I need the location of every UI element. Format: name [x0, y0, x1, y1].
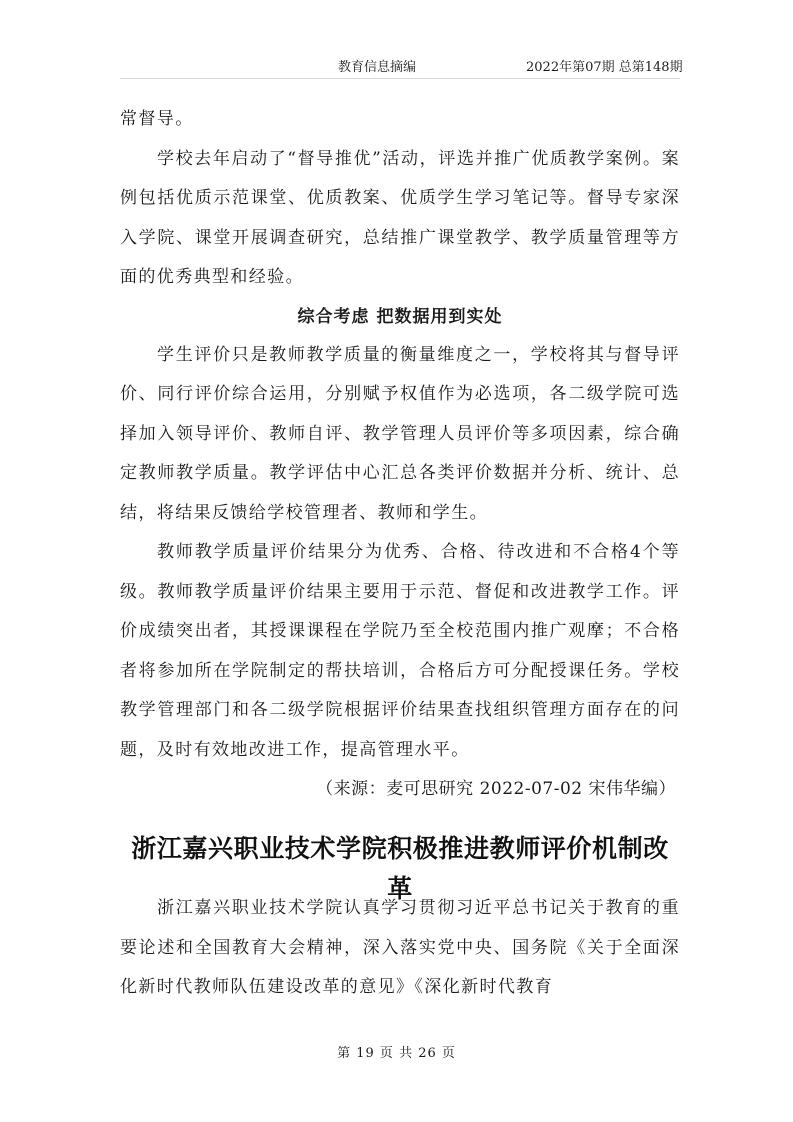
- continuation-text: 常督导。: [120, 109, 194, 129]
- article-title: 浙江嘉兴职业技术学院积极推进教师评价机制改革: [131, 833, 669, 903]
- body-paragraph: 浙江嘉兴职业技术学院认真学习贯彻习近平总书记关于教育的重要论述和全国教育大会精神，深入落实党中央、国务院《关于全面深化新时代教师队伍建设改革的意见》《深化新时代教育: [120, 898, 680, 997]
- header-divider: [120, 78, 680, 79]
- section-heading: 综合考虑 把数据用到实处: [297, 306, 503, 327]
- article-body: [120, 100, 680, 808]
- issue-number: 2022年第07期 总第148期: [526, 60, 683, 75]
- source-citation: （来源：麦可思研究 2022-07-02 宋伟华编）: [316, 779, 676, 799]
- publication-name: 教育信息摘编: [338, 60, 417, 75]
- body-paragraph: 学生评价只是教师教学质量的衡量维度之一，学校将其与督导评价、同行评价综合运用，分别赋予权值作为必选项，各二级学院可选择加入领导评价、教师自评、教学管理人员评价等多项因素，综合确定教师教学质量。教学评估中心汇总各类评价数据并分析、统计、总结，将结果反馈给学校管理者、教师和学生。: [120, 344, 680, 523]
- page-number: 第 19 页 共 26 页: [337, 1046, 456, 1061]
- body-paragraph: 教师教学质量评价结果分为优秀、合格、待改进和不合格4个等级。教师教学质量评价结果主要用于示范、督促和改进教学工作。评价成绩突出者，其授课课程在学院乃至全校范围内推广观摩；不合格者将参加所在学院制定的帮扶培训，合格后方可分配授课任务。学校教学管理部门和各二级学院根据评价结果查找组织管理方面存在的问题，及时有效地改进工作，提高管理水平。: [120, 542, 680, 760]
- article-body-2: [120, 889, 680, 1008]
- body-paragraph: 学校去年启动了“督导推优”活动，评选并推广优质教学案例。案例包括优质示范课堂、优质教案、优质学生学习笔记等。督导专家深入学院、课堂开展调查研究，总结推广课堂教学、教学质量管理等方面的优秀典型和经验。: [120, 148, 680, 287]
- page-header: [0, 56, 793, 76]
